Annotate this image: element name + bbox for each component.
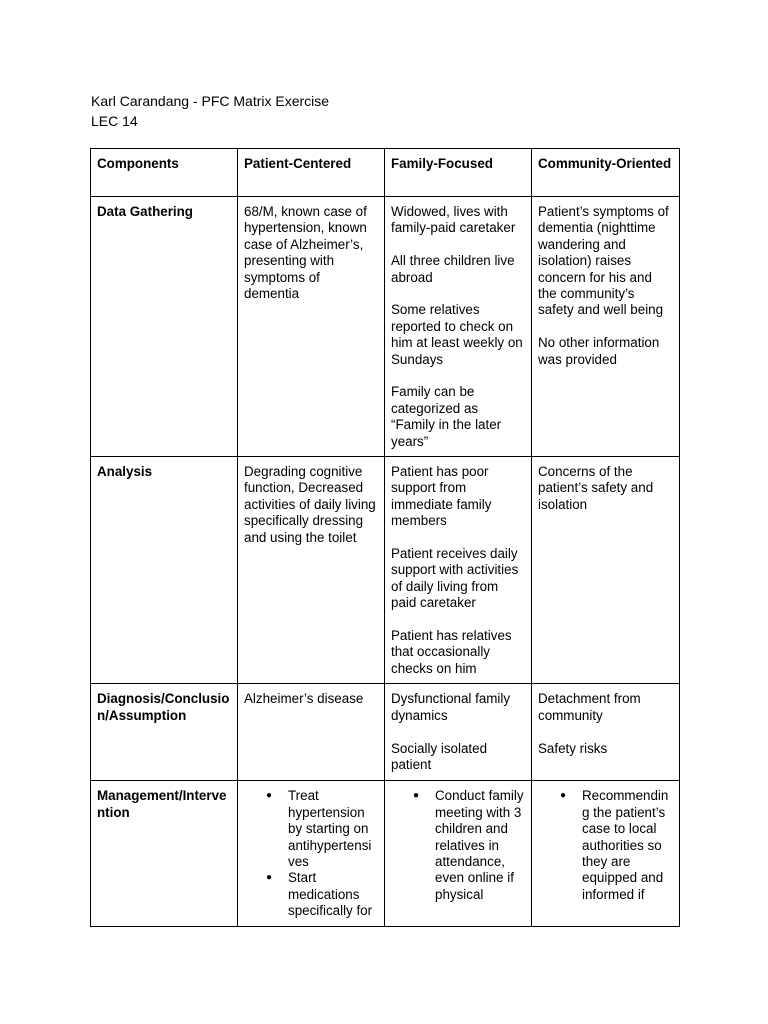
cell-text: Some relatives reported to check on him at least weekly on Sundays — [391, 302, 523, 367]
row-label-analysis: Analysis — [91, 457, 238, 684]
cell-analysis-family — [385, 457, 532, 684]
row-label-data-gathering: Data Gathering — [91, 197, 238, 457]
bullet-item: ● Recommending the patient’s case to local authorities so they are equipped and informed if — [582, 788, 673, 903]
bullet-item: ● Treat hypertension by starting on antihypertensives — [288, 788, 378, 870]
cell-text: Concerns of the patient’s safety and isolation — [538, 464, 654, 512]
table-row-diagnosis — [91, 684, 680, 781]
bullet-list — [391, 788, 525, 903]
cell-text: Widowed, lives with family-paid caretaker — [391, 204, 516, 236]
cell-data-gathering-family — [385, 197, 532, 457]
cell-text: All three children live abroad — [391, 253, 515, 285]
lecture-label: LEC 14 — [91, 113, 138, 129]
bullet-list — [538, 788, 673, 903]
cell-management-patient — [238, 781, 385, 926]
cell-text: Socially isolated patient — [391, 740, 488, 772]
row-label-diagnosis: Diagnosis/Conclusion/Assumption — [91, 684, 238, 781]
cell-text: Patient has relatives that occasionally checks on him — [391, 628, 512, 676]
column-header-family-focused: Family-Focused — [385, 149, 532, 197]
cell-text: Degrading cognitive function, Decreased activities of daily living specifically dressing and using the toilet — [244, 464, 376, 545]
cell-management-family — [385, 781, 532, 926]
cell-analysis-patient — [238, 457, 385, 684]
cell-text: Alzheimer’s disease — [244, 691, 364, 707]
cell-text: Family can be categorized as “Family in the later years” — [391, 384, 502, 449]
cell-analysis-community — [532, 457, 680, 684]
document-title: Karl Carandang - PFC Matrix Exercise — [91, 93, 330, 109]
cell-text: Patient has poor support from immediate family members — [391, 464, 492, 529]
cell-text: Detachment from community — [538, 691, 641, 723]
cell-data-gathering-patient — [238, 197, 385, 457]
row-label-management: Management/Intervention — [91, 781, 238, 926]
cell-diagnosis-community — [532, 684, 680, 781]
bullet-list — [244, 788, 378, 919]
column-header-patient-centered: Patient-Centered — [238, 149, 385, 197]
cell-text: 68/M, known case of hypertension, known case of Alzheimer’s, presenting with symptoms of dementia — [244, 204, 367, 302]
cell-diagnosis-family — [385, 684, 532, 781]
table-row-data-gathering — [91, 197, 680, 457]
cell-data-gathering-community — [532, 197, 680, 457]
table-row-management — [91, 781, 680, 926]
cell-text: Patient receives daily support with activities of daily living from paid caretaker — [391, 546, 519, 611]
cell-management-community — [532, 781, 680, 926]
column-header-components: Components — [91, 149, 238, 197]
bullet-item: ● Conduct family meeting with 3 children and relatives in attendance, even online if physical — [435, 788, 525, 903]
table-header-row — [91, 149, 680, 197]
bullet-item: ● Start medications specifically for — [288, 870, 378, 919]
cell-text: Dysfunctional family dynamics — [391, 691, 511, 723]
column-header-community-oriented: Community-Oriented — [532, 149, 680, 197]
pfc-matrix-table — [90, 148, 680, 927]
cell-text: Safety risks — [538, 740, 608, 756]
table-row-analysis — [91, 457, 680, 684]
cell-text: Patient’s symptoms of dementia (nighttime wandering and isolation) raises concern for his and the community’s safety and well being — [538, 204, 669, 318]
cell-diagnosis-patient — [238, 684, 385, 781]
cell-text: No other information was provided — [538, 335, 660, 367]
document-header — [91, 91, 329, 131]
